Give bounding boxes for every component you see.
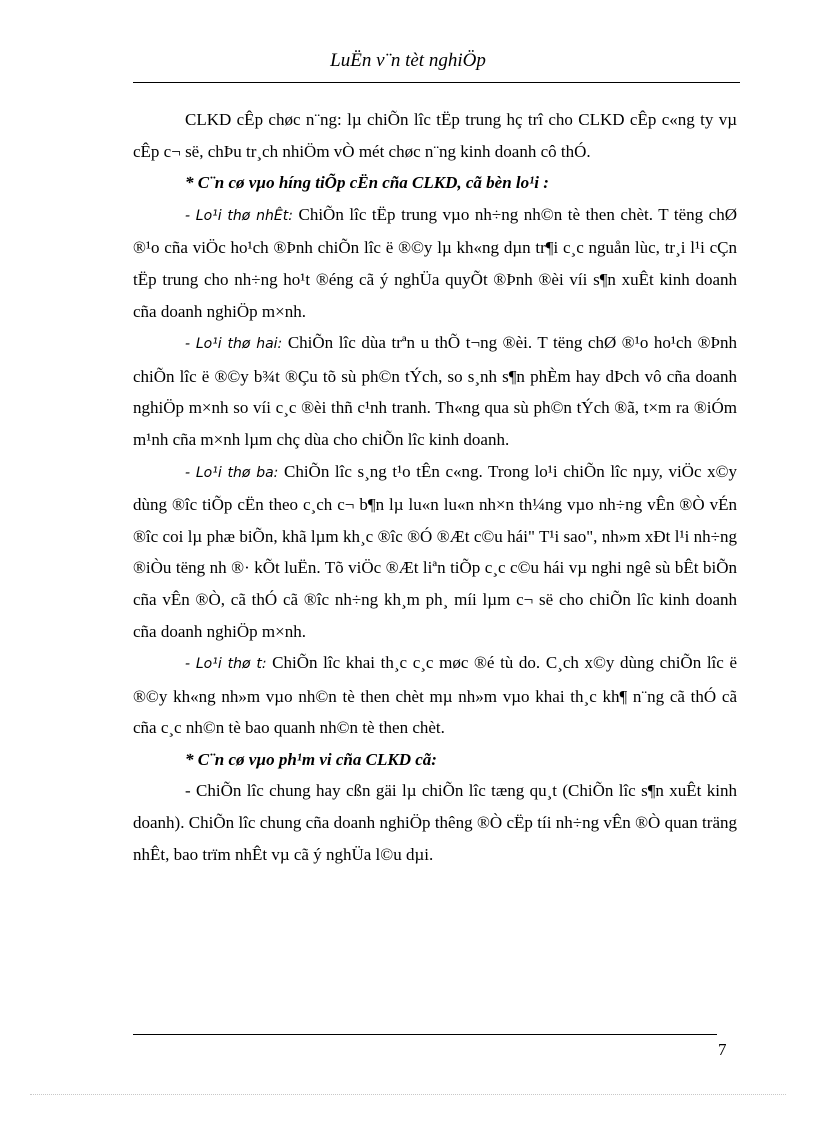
type-text: ChiÕn lîc khai th¸c c¸c møc ®é tù do. C¸ch x©y dùng chiÕn lîc ë ®©y kh«ng nh»m vµo nh©n tè then chèt mµ nh»m vµo khai th¸c kh¶ n¨ng cã thÓ cã cña c¸c nh©n tè bao quanh nh©n tè then chèt. — [133, 653, 738, 738]
page-edge-dotted-rule — [30, 1094, 786, 1095]
section-heading-scope: * C¨n cø vµo ph¹m vi cña CLKD cã: — [185, 749, 437, 769]
type-label: - Lo¹i thø t: — [185, 656, 267, 673]
document-body — [133, 104, 737, 870]
section-heading-approach: * C¨n cø vµo híng tiÕp cËn cña CLKD, cã bèn lo¹i : — [185, 173, 549, 193]
paragraph-type-2 — [133, 327, 737, 455]
type-text: ChiÕn lîc tËp trung vµo nh÷ng nh©n tè then chèt. T tëng chØ ®¹o cña viÖc ho¹ch ®Þnh chiÕn lîc ë ®©y lµ kh«ng dµn tr¶i c¸c nguån lùc, tr¸i l¹i cÇn tËp trung cho nh÷ng ho¹t ®éng cã ý nghÜa quyÕt ®Þnh ®èi víi s¶n xuÊt kinh doanh cña doanh nghiÖp m×nh. — [133, 204, 737, 321]
paragraph-type-1 — [133, 199, 737, 327]
type-text: ChiÕn lîc s¸ng t¹o tÊn c«ng. Trong lo¹i chiÕn lîc nµy, viÖc x©y dùng ®îc tiÕp cËn theo c¸ch c¬ b¶n lµ lu«n lu«n nh×n th¼ng vµo nh÷ng vÊn ®Ò vÉn ®îc coi lµ phæ biÕn, khã lµm kh¸c ®îc ®Ó ®Æt c©u hái" T¹i sao", nh»m xÐt l¹i nh÷ng ®iÒu tëng nh ®· kÕt luËn. Tõ viÖc ®Æt liªn tiÕp c¸c c©u hái vµ nghi ngê sù bÊt biÕn cña vÊn ®Ò, cã thÓ cã ®îc nh÷ng kh¸m ph¸ míi lµm c¬ së cho chiÕn lîc kinh doanh cña doanh nghiÖp m×nh. — [133, 461, 738, 641]
paragraph-type-4 — [133, 647, 737, 744]
page-header-title: LuËn v¨n tèt nghiÖp — [330, 50, 486, 71]
type-label: - Lo¹i thø ba: — [185, 464, 279, 481]
type-text: ChiÕn lîc dùa trªn u thÕ t¬ng ®èi. T tëng chØ ®¹o ho¹ch ®Þnh chiÕn lîc ë ®©y b¾t ®Çu tõ sù ph©n tÝch, so s¸nh s¶n phÈm hay dÞch vô cña doanh nghiÖp m×nh so víi c¸c ®èi thñ c¹nh tranh. Th«ng qua sù ph©n tÝch ®ã, t×m ra ®iÓm m¹nh cña m×nh lµm chç dùa cho chiÕn lîc kinh doanh. — [133, 333, 737, 449]
page-number: 7 — [718, 1040, 727, 1059]
type-label: - Lo¹i thø hai: — [185, 336, 283, 353]
paragraph-functional-level: CLKD cÊp chøc n¨ng: lµ chiÕn lîc tËp trung hç trî cho CLKD cÊp c«ng ty vµ cÊp c¬ së, chÞu tr¸ch nhiÖm vÒ mét chøc n¨ng kinh doanh cô thÓ. — [133, 110, 737, 161]
header-divider — [133, 82, 740, 83]
type-label: - Lo¹i thø nhÊt: — [185, 207, 293, 224]
footer-divider — [133, 1034, 717, 1035]
paragraph-general-strategy: - ChiÕn lîc chung hay cßn gäi lµ chiÕn lîc tæng qu¸t (ChiÕn lîc s¶n xuÊt kinh doanh). ChiÕn lîc chung cña doanh nghiÖp thêng ®Ò cËp tíi nh÷ng vÊn ®Ò quan träng nhÊt, bao trïm nhÊt vµ cã ý nghÜa l©u dµi. — [133, 781, 737, 864]
paragraph-type-3 — [133, 456, 737, 648]
